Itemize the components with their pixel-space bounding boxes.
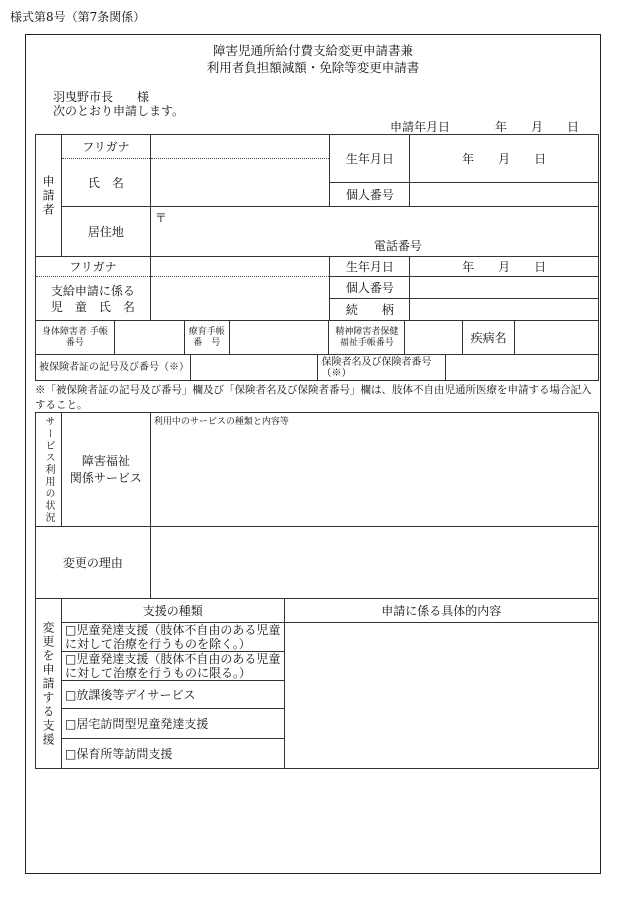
applicant-birth-label: 生年月日 xyxy=(330,135,410,183)
service-section-label: サービス利用の状況 xyxy=(36,413,62,527)
welfare-service-label: 障害福祉 関係サービス xyxy=(61,413,150,527)
form-title-line1: 障害児通所給付費支給変更申請書兼 xyxy=(212,43,413,58)
insurance-card-label: 被保険者証の記号及び番号（※） xyxy=(36,355,191,381)
child-relation-input[interactable] xyxy=(410,299,599,321)
insurer-input[interactable] xyxy=(446,355,599,381)
applicant-furigana-input[interactable] xyxy=(150,135,330,159)
child-birth-label: 生年月日 xyxy=(330,257,410,277)
applicant-name-label: 氏 名 xyxy=(61,159,150,207)
welfare-service-input[interactable] xyxy=(150,413,598,527)
support-content-header: 申請に係る具体的内容 xyxy=(284,599,598,623)
reason-label: 変更の理由 xyxy=(36,527,151,599)
reason-input[interactable] xyxy=(150,527,598,599)
support-type-header: 支援の種類 xyxy=(61,599,284,623)
child-furigana-label: フリガナ xyxy=(36,257,151,277)
applicant-table xyxy=(35,134,599,257)
support-item-5[interactable]: □保育所等訪問支援 xyxy=(61,739,284,769)
applicant-address-input[interactable] xyxy=(150,207,598,257)
insurance-card-input[interactable] xyxy=(190,355,318,381)
applicant-id-input[interactable] xyxy=(410,183,599,207)
child-table xyxy=(35,256,599,321)
child-name-label: 支給申請に係る 児 童 氏 名 xyxy=(36,277,151,321)
intro-text: 次のとおり申請します。 xyxy=(53,104,185,118)
mental-handbook-label: 精神障害者保健 福祉手帳番号 xyxy=(329,321,405,355)
child-birth-input[interactable]: 年 月 日 xyxy=(410,257,599,277)
application-date-field[interactable]: 年 月 日 xyxy=(495,120,580,134)
support-item-3[interactable]: □放課後等デイサービス xyxy=(61,681,284,709)
mental-handbook-input[interactable] xyxy=(405,321,463,355)
physical-handbook-input[interactable] xyxy=(114,321,184,355)
insurance-note: ※「被保険者証の記号及び番号」欄及び「保険者名及び保険者番号」欄は、肢体不自由児通所医療を申請する場合記入すること。 xyxy=(35,384,592,411)
insurance-table xyxy=(35,354,599,381)
postal-mark: 〒 xyxy=(154,211,167,225)
insurer-label: 保険者名及び保険者番号（※） xyxy=(318,355,446,381)
applicant-address-label: 居住地 xyxy=(61,207,150,257)
applicant-furigana-label: フリガナ xyxy=(61,135,150,159)
rehab-handbook-input[interactable] xyxy=(229,321,329,355)
support-item-4[interactable]: □居宅訪問型児童発達支援 xyxy=(61,709,284,739)
form-title-line2: 利用者負担額減額・免除等変更申請書 xyxy=(206,60,420,75)
handbook-table xyxy=(35,320,599,355)
applicant-section-label: 申請者 xyxy=(36,135,62,257)
support-section-label: 変更を申請する支援 xyxy=(36,599,62,769)
support-table xyxy=(35,598,599,769)
support-item-2[interactable]: □児童発達支援（肢体不自由のある児童に対して治療を行うものに限る。） xyxy=(61,652,284,681)
disease-input[interactable] xyxy=(515,321,599,355)
child-furigana-input[interactable] xyxy=(150,257,330,277)
support-content-input[interactable] xyxy=(284,623,598,769)
child-id-label: 個人番号 xyxy=(330,277,410,299)
form-number: 様式第8号（第7条関係） xyxy=(10,10,146,24)
child-name-input[interactable] xyxy=(150,277,330,321)
service-table xyxy=(35,412,599,599)
applicant-phone-label: 電話番号 xyxy=(373,239,422,253)
physical-handbook-label: 身体障害者 手帳番号 xyxy=(36,321,115,355)
application-date-label: 申請年月日 xyxy=(390,120,451,134)
support-item-1[interactable]: □児童発達支援（肢体不自由のある児童に対して治療を行うものを除く。） xyxy=(61,623,284,652)
service-detail-label: 利用中のサービスの種類と内容等 xyxy=(153,417,289,427)
rehab-handbook-label: 療育手帳 番 号 xyxy=(184,321,229,355)
addressee: 羽曳野市長 様 xyxy=(53,90,150,104)
child-id-input[interactable] xyxy=(410,277,599,299)
applicant-name-input[interactable] xyxy=(150,159,330,207)
applicant-id-label: 個人番号 xyxy=(330,183,410,207)
child-relation-label: 続 柄 xyxy=(330,299,410,321)
disease-label: 疾病名 xyxy=(463,321,515,355)
applicant-birth-input[interactable]: 年 月 日 xyxy=(410,135,599,183)
